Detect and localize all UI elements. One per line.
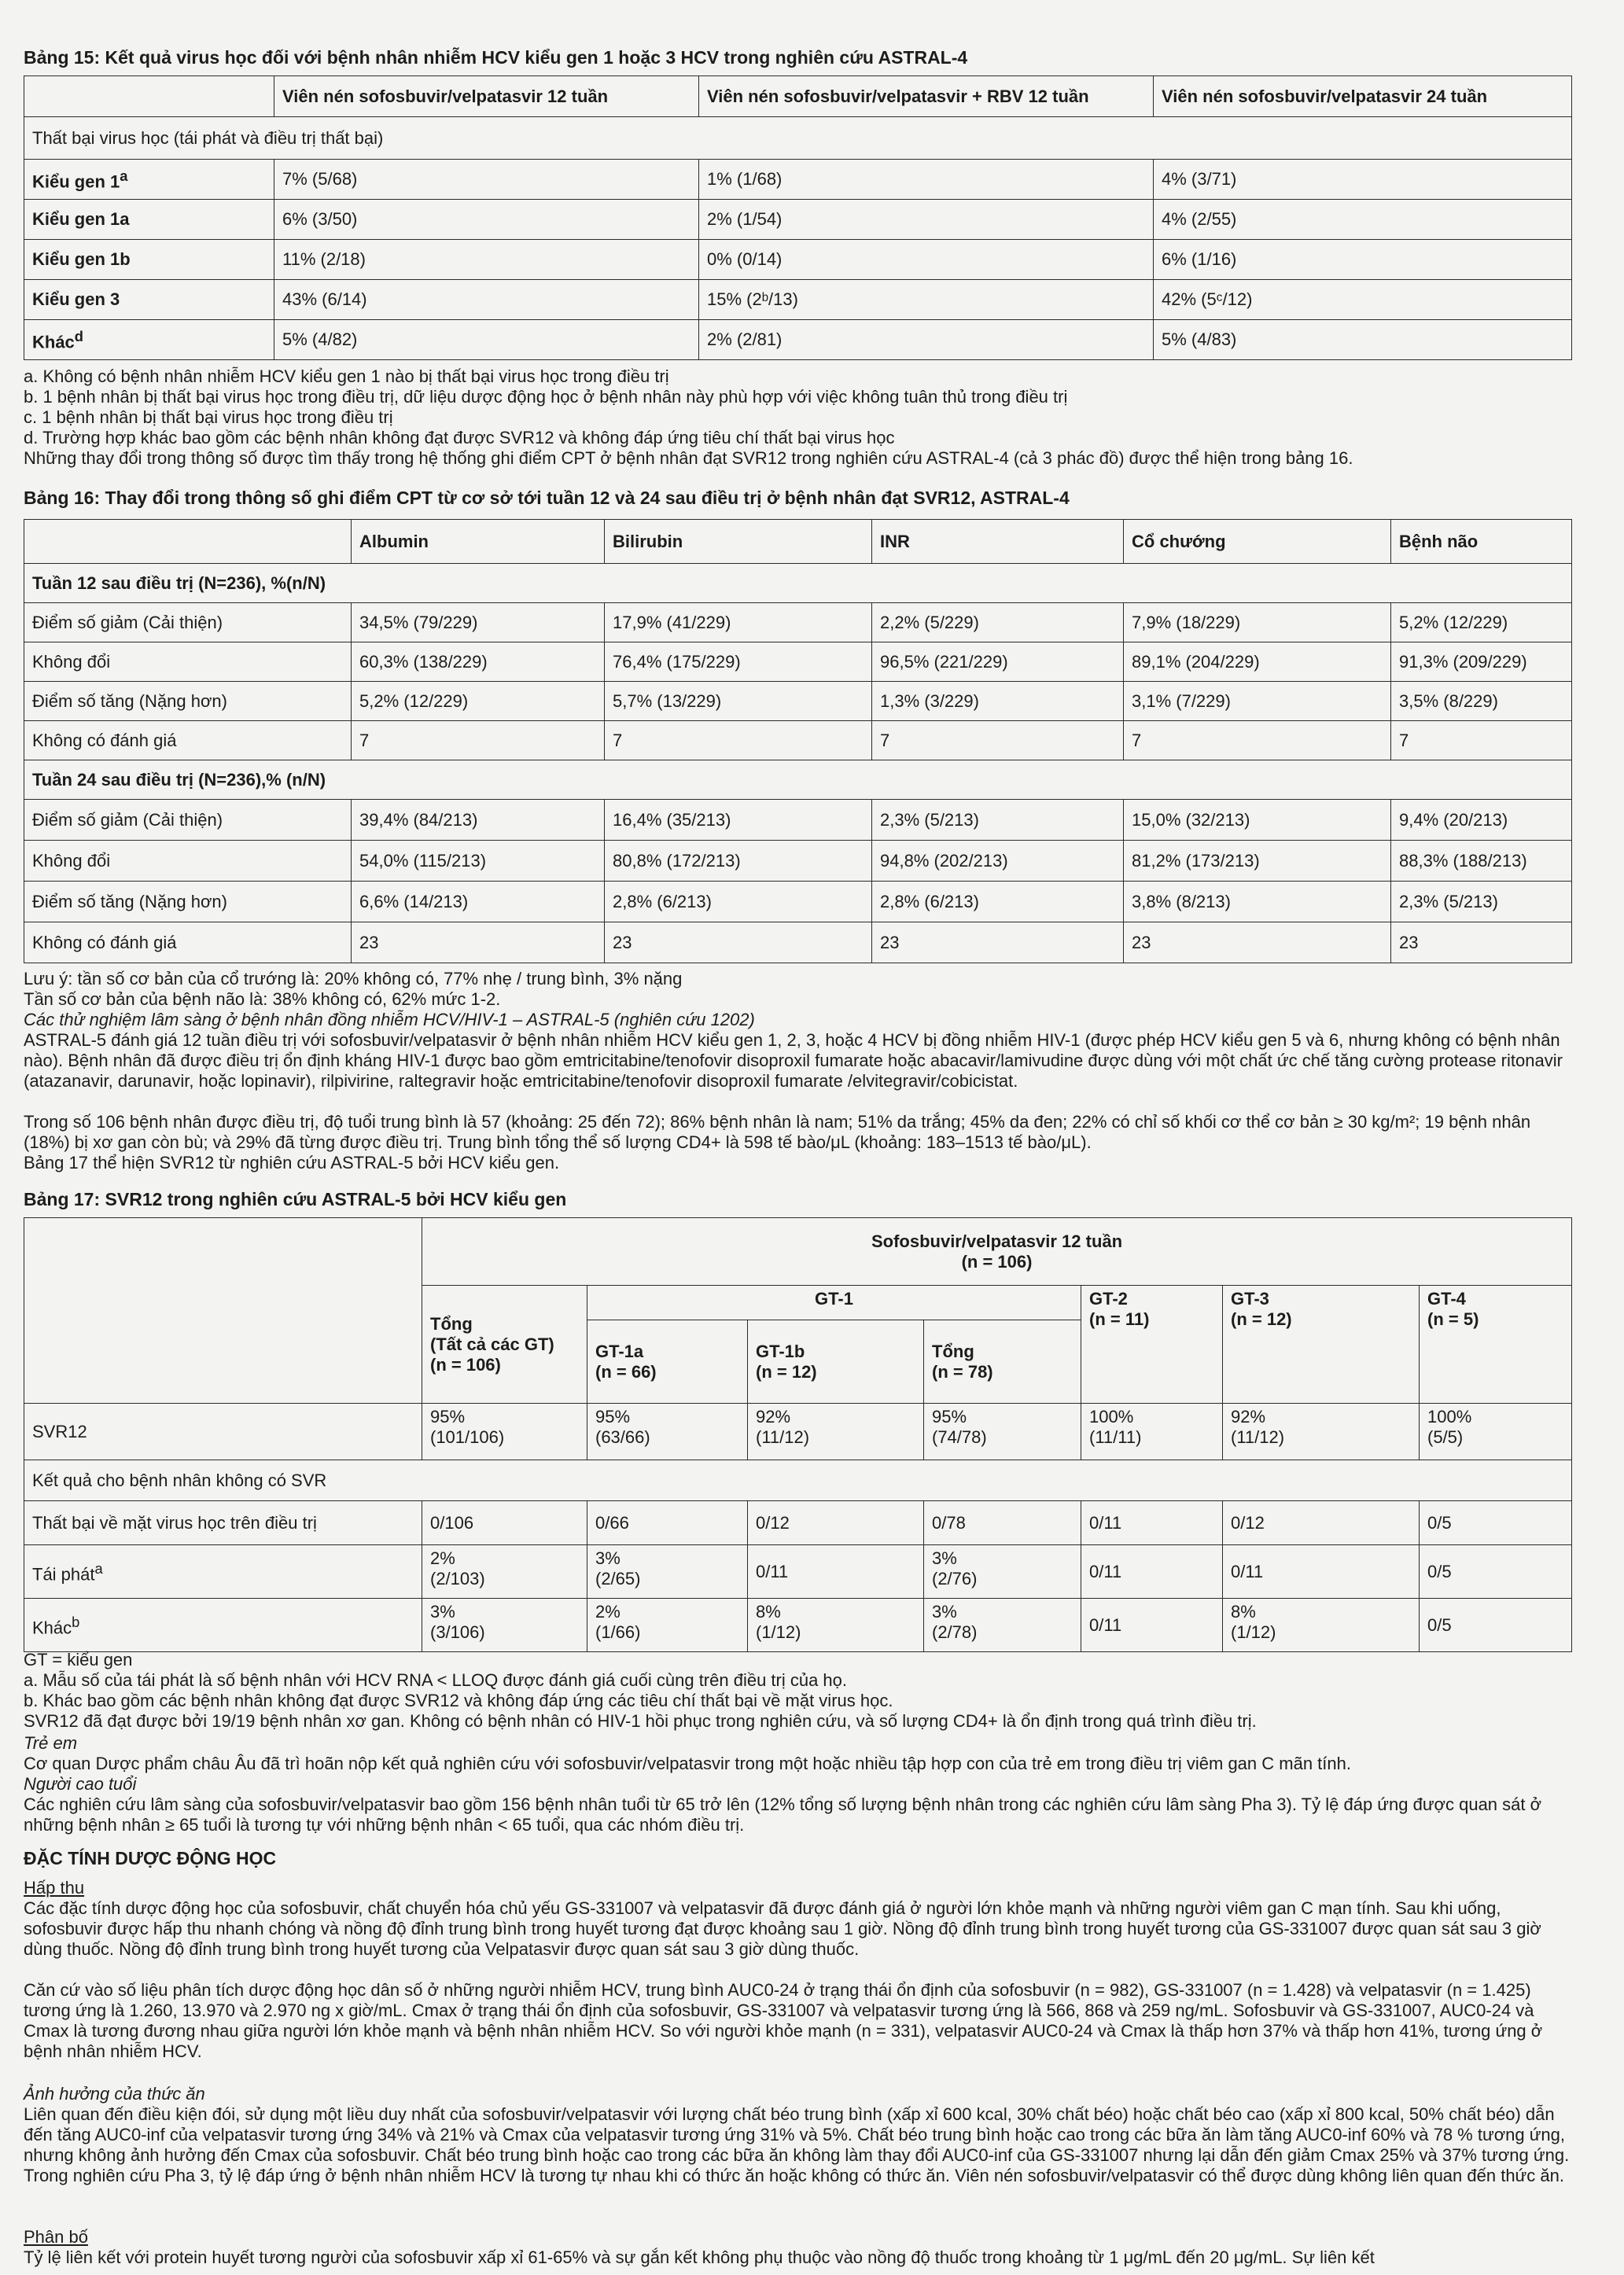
table-16-cell: 7 <box>1124 721 1391 760</box>
subheading-astral5: Các thử nghiệm lâm sàng ở bệnh nhân đồng nhiễm HCV/HIV-1 – ASTRAL-5 (nghiên cứu 1202) <box>24 1010 755 1029</box>
table-17-section: Kết quả cho bệnh nhân không có SVR <box>24 1460 1572 1501</box>
table-16-cell: 34,5% (79/229) <box>352 603 605 642</box>
table-16-cell: 6,6% (14/213) <box>352 882 605 922</box>
table-17-row-label: Khác$^b$ <box>24 1599 422 1652</box>
table-17-note: b. Khác bao gồm các bệnh nhân không đạt được SVR12 và không đáp ứng các tiêu chí thất bại về mặt virus học. <box>24 1691 893 1710</box>
table-16-cell: 23 <box>1391 922 1572 963</box>
table-15-header: Viên nén sofosbuvir/velpatasvir + RBV 12 tuần <box>699 76 1154 117</box>
table-17-cell: 95% (101/106) <box>422 1404 587 1460</box>
table-17-cell: 0/5 <box>1420 1545 1572 1599</box>
table-17-corner <box>24 1218 422 1404</box>
table-16-cell: 3,5% (8/229) <box>1391 682 1572 721</box>
table-16-cell: 7 <box>1391 721 1572 760</box>
table-15-row-label: Kiểu gen 3 <box>24 280 274 320</box>
table-16 <box>24 519 1572 963</box>
absorption-pk-text: Căn cứ vào số liệu phân tích dược động học dân số ở những người nhiễm HCV, trung bình AUC0-24 ở trạng thái ổn định của sofosbuvir (n = 982), GS-331007 (n = 1.428) và velpatasvir (n = 1.425) tương ứng là 1.260, 13.970 và 2.970 ng x giờ/mL. Cmax ở trạng thái ổn định của sofosbuvir, GS-331007 và velpatasvir tương ứng là 566, 868 và 259 ng/mL. Sofosbuvir và GS-331007, AUC0-24 và Cmax là tương đương nhau giữa người lớn khỏe mạnh và bệnh nhân nhiễm HCV. So với người khỏe mạnh (n = 331), velpatasvir AUC0-24 và Cmax là thấp hơn 37% và thấp hơn 41%, tương ứng ở bệnh nhân nhiễm HCV. <box>24 1980 1543 2061</box>
table-17-cell: 3% (3/106) <box>422 1599 587 1652</box>
table-16-cell: 60,3% (138/229) <box>352 642 605 682</box>
table-17-header-total: Tổng (Tất cả các GT) (n = 106) <box>422 1286 587 1404</box>
table-16-cell: 15,0% (32/213) <box>1124 800 1391 841</box>
table-17-cell: 2% (2/103) <box>422 1545 587 1599</box>
table-17-header-gt2: GT-2 (n = 11) <box>1081 1286 1223 1404</box>
table-17-caption: Bảng 17: SVR12 trong nghiên cứu ASTRAL-5 bởi HCV kiểu gen <box>24 1189 567 1209</box>
note-gt: GT = kiểu gen <box>24 1650 133 1669</box>
table-17-header-gt3: GT-3 (n = 12) <box>1223 1286 1420 1404</box>
table-16-cell: 39,4% (84/213) <box>352 800 605 841</box>
table-16-cell: 96,5% (221/229) <box>872 642 1124 682</box>
table-16-header: Cổ chướng <box>1124 520 1391 564</box>
table-17-cell: 92% (11/12) <box>748 1404 924 1460</box>
table-15-note: c. 1 bệnh nhân bị thất bại virus học trong điều trị <box>24 407 393 427</box>
table-16-corner <box>24 520 352 564</box>
table-16-cell: 23 <box>872 922 1124 963</box>
table-17-cell: 3% (2/76) <box>924 1545 1081 1599</box>
table-16-row-label: Điểm số tăng (Nặng hơn) <box>24 682 352 721</box>
table-16-cell: 23 <box>605 922 872 963</box>
table-16-row-label: Không đổi <box>24 841 352 882</box>
table-16-cell: 88,3% (188/213) <box>1391 841 1572 882</box>
table-15-cell: 43% (6/14) <box>274 280 699 320</box>
table-15-cell: 2% (2/81) <box>699 320 1154 360</box>
table-17-cell: 100% (11/11) <box>1081 1404 1223 1460</box>
table-15-row-label: Khác$^d$ <box>24 320 274 360</box>
table-17-cell: 8% (1/12) <box>748 1599 924 1652</box>
table-17-cell: 95% (63/66) <box>587 1404 748 1460</box>
cirrhosis-note: SVR12 đã đạt được bởi 19/19 bệnh nhân xơ gan. Không có bệnh nhân có HIV-1 hồi phục trong nghiên cứu, và số lượng CD4+ là ổn định trong quá trình điều trị. <box>24 1711 1257 1731</box>
table-16-row-label: Không có đánh giá <box>24 922 352 963</box>
table-15-note: b. 1 bệnh nhân bị thất bại virus học trong điều trị, dữ liệu dược động học ở bệnh nhân này phù hợp với việc không tuân thủ trong điều trị <box>24 387 1068 407</box>
food-effect-text: Liên quan đến điều kiện đói, sử dụng một liều duy nhất của sofosbuvir/velpatasvir với lượng chất béo trung bình (xấp xỉ 600 kcal, 30% chất béo) hoặc chất béo cao (xấp xỉ 800 kcal, 50% chất béo) dẫn đến tăng AUC0-inf của velpatasvir tương ứng 34% và 21% và Cmax của velpatasvir tương ứng 31% và 5%. Chất béo trung bình hoặc cao trong các bữa ăn làm tăng AUC0-inf 60% và 78 % tương ứng, nhưng không ảnh hưởng đến Cmax của sofosbuvir. Chất béo trung bình hoặc cao trong các bữa ăn không làm thay đổi AUC0-inf của GS-331007 nhưng lại dẫn đến giảm Cmax 25% và 37% tương ứng. Trong nghiên cứu Pha 3, tỷ lệ đáp ứng ở bệnh nhân nhiễm HCV là tương tự nhau khi có thức ăn hoặc không có thức ăn. Viên nén sofosbuvir/velpatasvir có thể được dùng không liên quan đến thức ăn. <box>24 2104 1570 2185</box>
table-15-note: d. Trường hợp khác bao gồm các bệnh nhân không đạt được SVR12 và không đáp ứng tiêu chí thất bại virus học <box>24 428 895 447</box>
table-16-cell: 17,9% (41/229) <box>605 603 872 642</box>
table-17-header-gt1: GT-1 <box>587 1286 1081 1320</box>
table-16-cell: 7 <box>352 721 605 760</box>
table-15-cell: 1% (1/68) <box>699 160 1154 200</box>
table-17-intro: Bảng 17 thể hiện SVR12 từ nghiên cứu ASTRAL-5 bởi HCV kiểu gen. <box>24 1153 560 1172</box>
table-16-cell: 16,4% (35/213) <box>605 800 872 841</box>
note-ascites: Lưu ý: tần số cơ bản của cổ trướng là: 20% không có, 77% nhẹ / trung bình, 3% nặng <box>24 969 683 988</box>
table-16-cell: 76,4% (175/229) <box>605 642 872 682</box>
table-16-cell: 89,1% (204/229) <box>1124 642 1391 682</box>
table-16-header: Bệnh não <box>1391 520 1572 564</box>
table-17-cell: 0/5 <box>1420 1501 1572 1545</box>
table-16-section: Tuần 12 sau điều trị (N=236), %(n/N) <box>24 564 1572 603</box>
table-17-cell: 0/78 <box>924 1501 1081 1545</box>
section-heading-pk: ĐẶC TÍNH DƯỢC ĐỘNG HỌC <box>24 1848 277 1868</box>
table-15-cell: 0% (0/14) <box>699 240 1154 280</box>
table-16-cell: 23 <box>1124 922 1391 963</box>
table-17-row-label: Thất bại về mặt virus học trên điều trị <box>24 1501 422 1545</box>
table-16-cell: 2,8% (6/213) <box>605 882 872 922</box>
table-17-note: a. Mẫu số của tái phát là số bệnh nhân với HCV RNA < LLOQ được đánh giá cuối cùng trên điều trị của họ. <box>24 1670 848 1690</box>
subheading-children: Trẻ em <box>24 1733 78 1753</box>
children-text: Cơ quan Dược phẩm châu Âu đã trì hoãn nộp kết quả nghiên cứu với sofosbuvir/velpatasvir trong một hoặc nhiều tập hợp con của trẻ em trong điều trị viêm gan C mãn tính. <box>24 1754 1351 1773</box>
table-15-caption: Bảng 15: Kết quả virus học đối với bệnh nhân nhiễm HCV kiểu gen 1 hoặc 3 HCV trong nghiên cứu ASTRAL-4 <box>24 47 968 68</box>
table-15-cell: 6% (3/50) <box>274 200 699 240</box>
table-15-header: Viên nén sofosbuvir/velpatasvir 24 tuần <box>1154 76 1572 117</box>
table-16-header: Bilirubin <box>605 520 872 564</box>
table-17-cell: 0/106 <box>422 1501 587 1545</box>
note-encephalopathy: Tần số cơ bản của bệnh não là: 38% không có, 62% mức 1-2. <box>24 989 501 1009</box>
table-15-cell: 4% (3/71) <box>1154 160 1572 200</box>
table-17-cell: 0/11 <box>1081 1599 1223 1652</box>
table-15-row-label: Kiểu gen 1a <box>24 200 274 240</box>
table-15-cell: 15% (2ᵇ/13) <box>699 280 1154 320</box>
astral5-paragraph: ASTRAL-5 đánh giá 12 tuần điều trị với sofosbuvir/velpatasvir ở bệnh nhân nhiễm HCV kiểu gen 1, 2, 3, hoặc 4 HCV bị đồng nhiễm HIV-1 (được phép HCV kiểu gen 5 và 6, nhưng không có bệnh nhân nào). Bệnh nhân đã được điều trị ổn định kháng HIV-1 được bao gồm emtricitabine/tenofovir disoproxil fumarate hoặc abacavir/lamivudine được dùng với một chất ức chế tăng cường protease ritonavir (atazanavir, darunavir, hoặc lopinavir), rilpivirine, raltegravir hoặc emtricitabine/tenofovir disoproxil fumarate /elvitegravir/cobicistat. <box>24 1030 1563 1091</box>
table-17-cell: 0/12 <box>748 1501 924 1545</box>
table-16-caption: Bảng 16: Thay đổi trong thông số ghi điểm CPT từ cơ sở tới tuần 12 và 24 sau điều trị ở bệnh nhân đạt SVR12, ASTRAL-4 <box>24 488 1070 508</box>
absorption-text: Các đặc tính dược động học của sofosbuvir, chất chuyển hóa chủ yếu GS-331007 và velpatasvir đã được đánh giá ở người lớn khỏe mạnh và những người viêm gan C mạn tính. Sau khi uống, sofosbuvir được hấp thu nhanh chóng và nồng độ đỉnh trung bình trong huyết tương đạt được khoảng sau 1 giờ. Nồng độ đỉnh trung bình trong huyết tương của GS-331007 được quan sát sau 3 giờ dùng thuốc. Nồng độ đỉnh trung bình trong huyết tương của Velpatasvir được quan sát sau 3 giờ dùng thuốc. <box>24 1898 1541 1959</box>
table-17-header-gt1b: GT-1b (n = 12) <box>748 1320 924 1404</box>
table-16-cell: 9,4% (20/213) <box>1391 800 1572 841</box>
table-16-cell: 2,3% (5/213) <box>872 800 1124 841</box>
table-16-cell: 7 <box>605 721 872 760</box>
table-17-group-header: Sofosbuvir/velpatasvir 12 tuần (n = 106) <box>422 1218 1572 1286</box>
table-17-cell: 95% (74/78) <box>924 1404 1081 1460</box>
table-15-section: Thất bại virus học (tái phát và điều trị thất bại) <box>24 117 1572 160</box>
table-15-corner <box>24 76 274 117</box>
table-15-cell: 6% (1/16) <box>1154 240 1572 280</box>
table-16-cell: 91,3% (209/229) <box>1391 642 1572 682</box>
table-17-cell: 0/5 <box>1420 1599 1572 1652</box>
table-15-cell: 5% (4/83) <box>1154 320 1572 360</box>
table-17-cell: 0/11 <box>1081 1545 1223 1599</box>
table-16-cell: 2,3% (5/213) <box>1391 882 1572 922</box>
table-16-row-label: Không đổi <box>24 642 352 682</box>
table-16-cell: 5,2% (12/229) <box>1391 603 1572 642</box>
astral5-demographics: Trong số 106 bệnh nhân được điều trị, độ tuổi trung bình là 57 (khoảng: 25 đến 72); 86% bệnh nhân là nam; 51% da trắng; 45% da đen; 22% có chỉ số khối cơ thể cơ bản ≥ 30 kg/m²; 19 bệnh nhân (18%) bị xơ gan còn bù; và 29% đã từng được điều trị. Trung bình tổng thể số lượng CD4+ là 598 tế bào/μL (khoảng: 183–1513 tế bào/μL). <box>24 1112 1531 1152</box>
table-15-row-label: Kiểu gen 1$^a$ <box>24 160 274 200</box>
table-16-cell: 3,1% (7/229) <box>1124 682 1391 721</box>
table-17-header-gt1a: GT-1a (n = 66) <box>587 1320 748 1404</box>
table-17-header-gt1-total: Tổng (n = 78) <box>924 1320 1081 1404</box>
table-16-row-label: Không có đánh giá <box>24 721 352 760</box>
subheading-food-effect: Ảnh hưởng của thức ăn <box>24 2084 205 2104</box>
table-17-cell: 100% (5/5) <box>1420 1404 1572 1460</box>
table-16-intro: Những thay đổi trong thông số được tìm thấy trong hệ thống ghi điểm CPT ở bệnh nhân đạt SVR12 trong nghiên cứu ASTRAL-4 (cả 3 phác đồ) được thể hiện trong bảng 16. <box>24 448 1353 468</box>
table-17-cell: 8% (1/12) <box>1223 1599 1420 1652</box>
table-17-cell: 0/11 <box>1081 1501 1223 1545</box>
subheading-distribution: Phân bố <box>24 2227 88 2247</box>
table-16-cell: 54,0% (115/213) <box>352 841 605 882</box>
table-17-cell: 2% (1/66) <box>587 1599 748 1652</box>
table-15-cell: 11% (2/18) <box>274 240 699 280</box>
subheading-elderly: Người cao tuổi <box>24 1774 137 1794</box>
table-15-cell: 7% (5/68) <box>274 160 699 200</box>
table-17-cell: 92% (11/12) <box>1223 1404 1420 1460</box>
table-15-cell: 42% (5ᶜ/12) <box>1154 280 1572 320</box>
table-17-row-label: Tái phát$^a$ <box>24 1545 422 1599</box>
table-16-cell: 1,3% (3/229) <box>872 682 1124 721</box>
table-16-cell: 23 <box>352 922 605 963</box>
table-16-cell: 5,7% (13/229) <box>605 682 872 721</box>
table-15 <box>24 75 1572 360</box>
table-16-cell: 7,9% (18/229) <box>1124 603 1391 642</box>
table-17-cell: 0/11 <box>1223 1545 1420 1599</box>
table-16-row-label: Điểm số tăng (Nặng hơn) <box>24 882 352 922</box>
table-16-header: Albumin <box>352 520 605 564</box>
table-17-cell: 3% (2/78) <box>924 1599 1081 1652</box>
table-15-cell: 4% (2/55) <box>1154 200 1572 240</box>
table-17-header-gt4: GT-4 (n = 5) <box>1420 1286 1572 1404</box>
table-17-cell: 0/12 <box>1223 1501 1420 1545</box>
table-16-cell: 7 <box>872 721 1124 760</box>
table-17-row-label: SVR12 <box>24 1404 422 1460</box>
table-16-cell: 2,2% (5/229) <box>872 603 1124 642</box>
table-15-row-label: Kiểu gen 1b <box>24 240 274 280</box>
distribution-text: Tỷ lệ liên kết với protein huyết tương người của sofosbuvir xấp xỉ 61-65% và sự gắn kết không phụ thuộc vào nồng độ thuốc trong khoảng từ 1 μg/mL đến 20 μg/mL. Sự liên kết <box>24 2247 1375 2267</box>
table-17-cell: 0/66 <box>587 1501 748 1545</box>
table-16-section: Tuần 24 sau điều trị (N=236),% (n/N) <box>24 760 1572 800</box>
table-16-cell: 81,2% (173/213) <box>1124 841 1391 882</box>
table-17-cell: 3% (2/65) <box>587 1545 748 1599</box>
table-16-row-label: Điểm số giảm (Cải thiện) <box>24 800 352 841</box>
table-15-note: a. Không có bệnh nhân nhiễm HCV kiểu gen 1 nào bị thất bại virus học trong điều trị <box>24 366 669 386</box>
table-15-cell: 5% (4/82) <box>274 320 699 360</box>
elderly-text: Các nghiên cứu lâm sàng của sofosbuvir/velpatasvir bao gồm 156 bệnh nhân tuổi từ 65 trở lên (12% tổng số lượng bệnh nhân trong các nghiên cứu lâm sàng Pha 3). Tỷ lệ đáp ứng được quan sát ở những bệnh nhân ≥ 65 tuổi là tương tự với những bệnh nhân < 65 tuổi, qua các nhóm điều trị. <box>24 1795 1542 1835</box>
table-16-cell: 5,2% (12/229) <box>352 682 605 721</box>
table-16-cell: 3,8% (8/213) <box>1124 882 1391 922</box>
table-15-cell: 2% (1/54) <box>699 200 1154 240</box>
table-16-cell: 94,8% (202/213) <box>872 841 1124 882</box>
table-16-row-label: Điểm số giảm (Cải thiện) <box>24 603 352 642</box>
table-16-header: INR <box>872 520 1124 564</box>
table-17 <box>24 1217 1572 1652</box>
table-16-cell: 2,8% (6/213) <box>872 882 1124 922</box>
subheading-absorption: Hấp thu <box>24 1878 85 1898</box>
table-17-cell: 0/11 <box>748 1545 924 1599</box>
table-16-cell: 80,8% (172/213) <box>605 841 872 882</box>
table-15-header: Viên nén sofosbuvir/velpatasvir 12 tuần <box>274 76 699 117</box>
